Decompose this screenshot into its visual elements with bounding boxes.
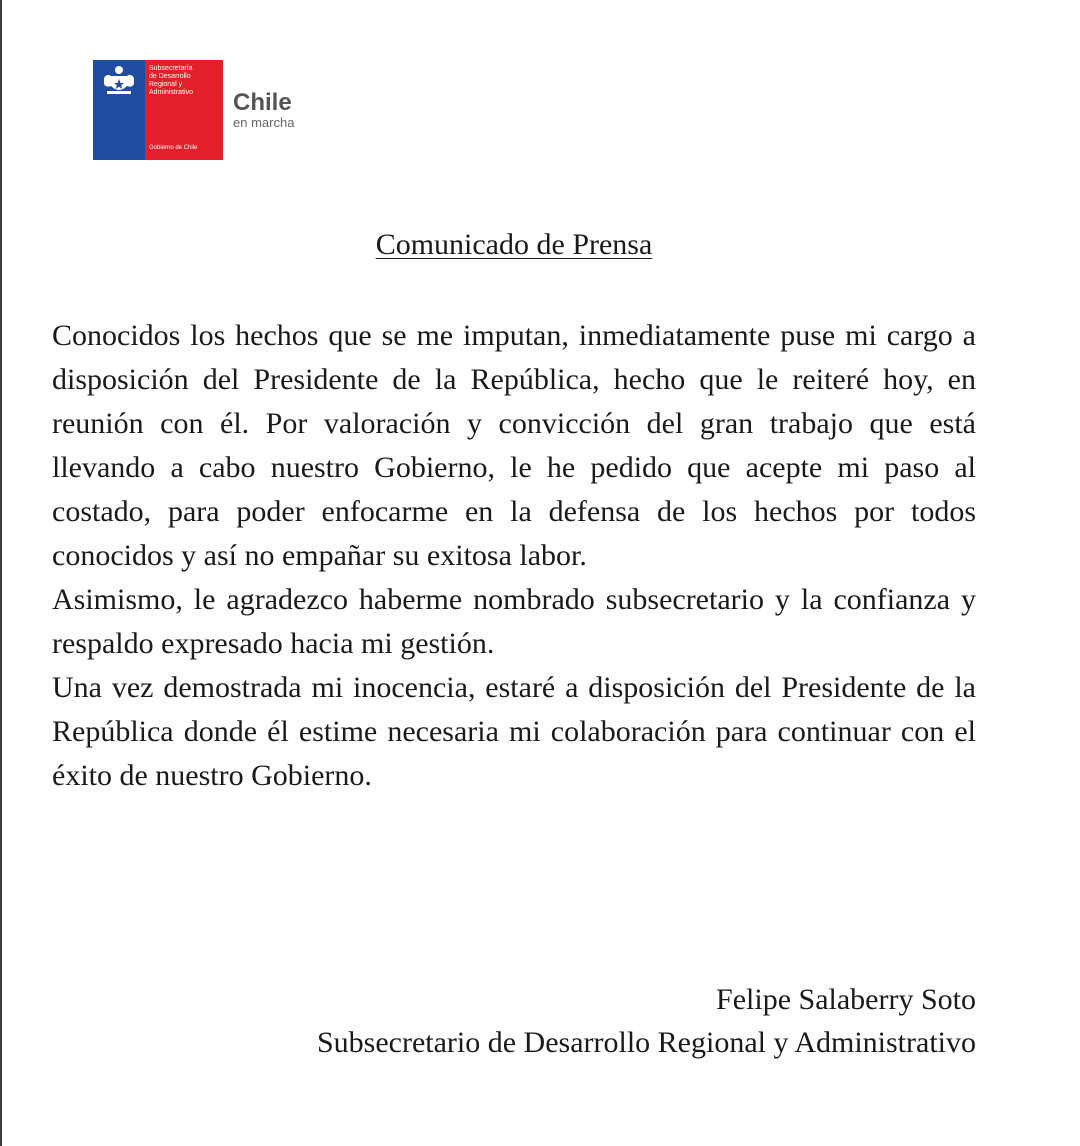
document-body: [52, 314, 976, 798]
document-title: Comunicado de Prensa: [375, 228, 653, 261]
signer-name: Felipe Salaberry Soto: [716, 983, 976, 1016]
signature-block: [317, 978, 976, 1064]
signer-position: Subsecretario de Desarrollo Regional y Administrativo: [316, 1026, 976, 1059]
paragraph: Una vez demostrada mi inocencia, estaré a disposición del Presidente de la República donde él estime necesaria mi colaboración para continuar con el éxito de nuestro Gobierno.: [52, 671, 976, 792]
logo-flag-block: [93, 60, 223, 160]
logo-tagline-text: en marcha: [233, 115, 295, 130]
logo-brand-text: Chile: [233, 89, 292, 116]
paragraph: Asimismo, le agradezco haberme nombrado subsecretario y la confianza y respaldo expresado hacia mi gestión.: [52, 583, 976, 660]
logo-gobierno-text: Gobierno de Chile: [149, 145, 198, 151]
page-border: [0, 0, 2, 1146]
paragraph: Conocidos los hechos que se me imputan, inmediatamente puse mi cargo a disposición del Presidente de la República, hecho que le reiteré hoy, en reunión con él. Por valoración y convicción del gran trabajo que está llevando a cabo nuestro Gobierno, le he pedido que acepte mi paso al costado, para poder enfocarme en la defensa de los hechos por todos conocidos y así no empañar su exitosa labor.: [52, 319, 976, 572]
logo-subsecretaria-text: Subsecretaría de Desarrollo Regional y Administrativo: [149, 65, 193, 96]
coat-of-arms-icon: [101, 64, 137, 98]
government-logo: [93, 60, 333, 160]
